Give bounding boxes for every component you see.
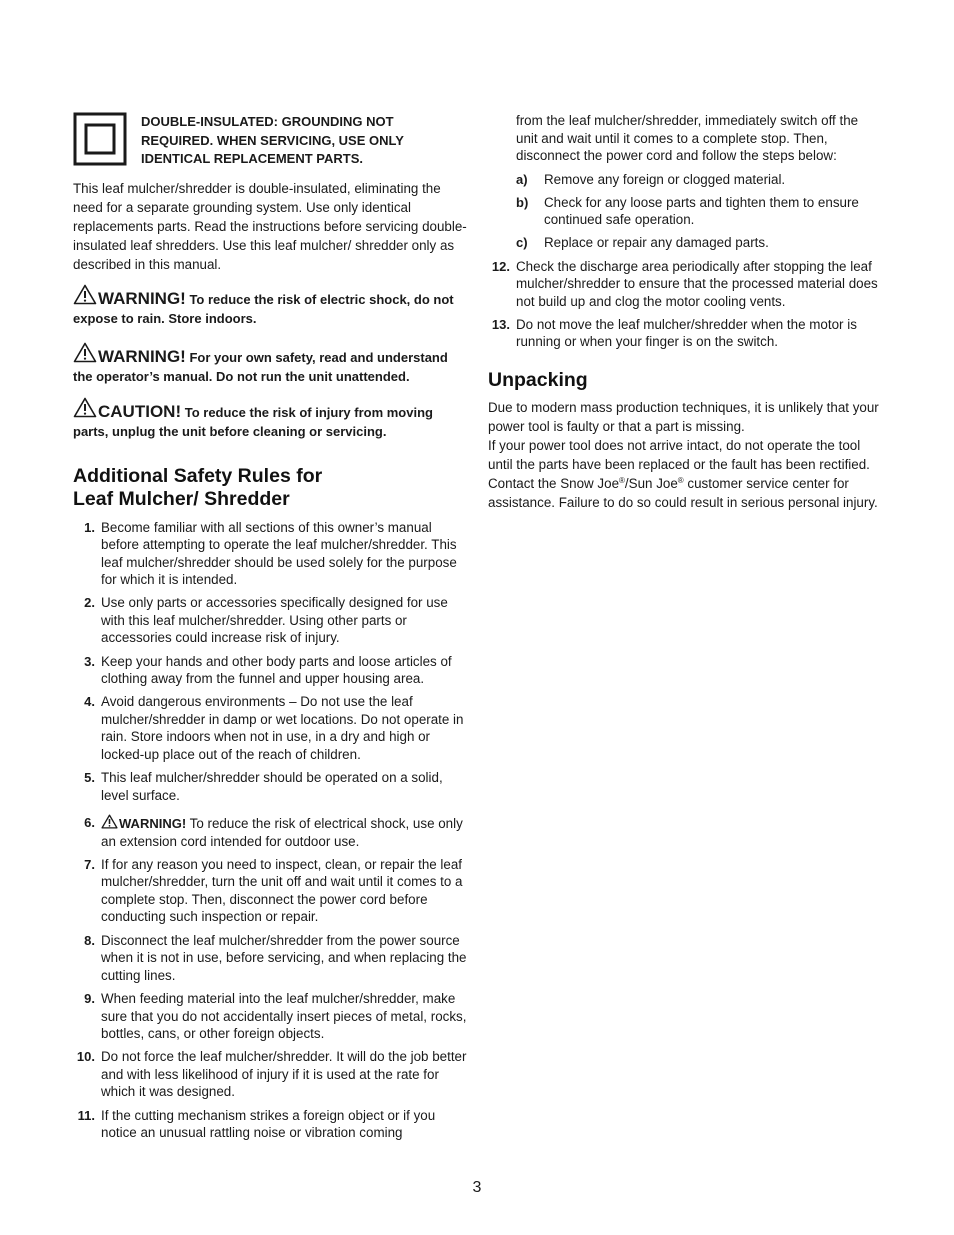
item-number: 9. <box>84 991 95 1007</box>
sub-item <box>516 171 883 189</box>
sub-item-letter: a) <box>516 171 528 187</box>
safety-rules-heading-line1: Additional Safety Rules for <box>73 464 323 487</box>
item-number: 5. <box>84 770 95 786</box>
warning-text: For your own safety, read and understand the operator’s manual. Do not run the unit unattended. <box>73 349 448 384</box>
left-column <box>73 112 469 1147</box>
list-item <box>73 990 469 1043</box>
warning-triangle-icon <box>73 397 97 418</box>
list-item <box>73 932 469 985</box>
item-number: 10. <box>76 1049 95 1065</box>
item-number: 7. <box>84 856 95 872</box>
item-text: Use only parts or accessories specifically designed for use with this leaf mulcher/shredder. Using other parts or accessories could increase risk of injury. <box>101 595 448 646</box>
sub-item-text: Check for any loose parts and tighten them to ensure continued safe operation. <box>544 194 859 227</box>
registered-mark: ® <box>677 475 684 485</box>
warning-text: To reduce the risk of electric shock, do not expose to rain. Store indoors. <box>73 291 454 326</box>
unpacking-paragraph-2-mid: /Sun Joe <box>624 475 678 491</box>
item-number: 12. <box>491 258 510 274</box>
item-number: 11. <box>77 1107 95 1123</box>
warning-label: WARNING! <box>119 816 187 832</box>
warning-triangle-icon <box>73 342 97 363</box>
warning-label: WARNING! <box>98 288 186 308</box>
warning-notice-1 <box>73 284 469 328</box>
list-item <box>73 769 469 804</box>
item-text <box>101 814 469 850</box>
list-item <box>73 693 469 763</box>
unpacking-heading: Unpacking <box>488 368 588 391</box>
warning-triangle-icon <box>101 814 118 829</box>
unpacking-text <box>488 398 883 512</box>
warning-triangle-icon <box>73 284 97 305</box>
page-number: 3 <box>472 1179 482 1196</box>
item-text: Do not force the leaf mulcher/shredder. It will do the job better and with less likelihood of injury if it is used at the rate for which it was designed. <box>101 1049 467 1100</box>
caution-label: CAUTION! <box>98 401 182 421</box>
sub-item <box>516 234 883 252</box>
item-11-continued: from the leaf mulcher/shredder, immediately switch off the unit and wait until it comes to a complete stop. Then, disconnect the power cord and follow the steps below: <box>516 113 859 163</box>
list-item <box>488 316 883 351</box>
item-text: Avoid dangerous environments – Do not use the leaf mulcher/shredder in damp or wet locations. Do not operate in rain. Store indoors when not in use, in a dry and high or locked-up place out of the reach of children. <box>101 694 464 762</box>
item-number: 2. <box>84 595 95 611</box>
item-text: Check the discharge area periodically after stopping the leaf mulcher/shredder to ensure that the processed material does not build up and clog the motor cooling vents. <box>516 258 878 309</box>
item-number: 3. <box>84 653 95 669</box>
double-insulation-icon <box>73 112 127 166</box>
right-column <box>488 112 883 512</box>
double-insulated-body: This leaf mulcher/shredder is double-insulated, eliminating the need for a separate grounding system. Use only identical replacements parts. Read the instructions before servicing double-insulated leaf shredders. Use this leaf mulcher/ shredder only as described in this manual. <box>73 180 467 272</box>
item-text: Keep your hands and other body parts and loose articles of clothing away from the funnel and upper housing area. <box>101 653 452 687</box>
double-insulated-notice <box>73 112 469 169</box>
sub-item-letter: b) <box>516 194 529 210</box>
list-item <box>73 653 469 688</box>
item-text: Do not move the leaf mulcher/shredder when the motor is running or when your finger is on the switch. <box>516 316 857 350</box>
sub-item-text: Replace or repair any damaged parts. <box>544 235 769 250</box>
item-text: If for any reason you need to inspect, clean, or repair the leaf mulcher/shredder, turn the unit off and wait until it comes to a complete stop. Then, disconnect the power cord before conducting such inspection or repair. <box>101 856 463 925</box>
item-text: When feeding material into the leaf mulcher/shredder, make sure that you do not accidentally insert pieces of metal, rocks, bottles, cans, or other foreign objects. <box>101 991 467 1042</box>
item-text: Become familiar with all sections of this owner’s manual before attempting to operate the leaf mulcher/shredder. This leaf mulcher/shredder should be used solely for the purpose for which it is intended. <box>101 519 457 587</box>
safety-rules-list <box>73 519 469 1142</box>
sub-item-text: Remove any foreign or clogged material. <box>544 171 786 187</box>
caution-notice <box>73 397 469 441</box>
warning-label: WARNING! <box>98 346 186 366</box>
safety-rules-list-continued <box>488 258 883 351</box>
sub-item <box>516 194 883 229</box>
unpacking-paragraph-2-end: customer service center for assistance. Failure to do so could result in serious personal injury. <box>488 475 878 510</box>
warning-text: To reduce the risk of electrical shock, use only an extension cord intended for outdoor use. <box>101 816 463 849</box>
item-number: 1. <box>84 519 95 535</box>
double-insulated-heading: DOUBLE-INSULATED: GROUNDING NOT REQUIRED. WHEN SERVICING, USE ONLY IDENTICAL REPLACEMENT PARTS. <box>141 114 404 166</box>
caution-text: To reduce the risk of injury from moving parts, unplug the unit before cleaning or servicing. <box>73 404 433 439</box>
safety-rules-heading <box>73 465 469 511</box>
item-text: If the cutting mechanism strikes a foreign object or if you notice an unusual rattling noise or vibration coming <box>101 1107 436 1141</box>
list-item <box>73 519 469 589</box>
item-text: This leaf mulcher/shredder should be operated on a solid, level surface. <box>101 770 443 803</box>
item-number: 6. <box>84 815 95 831</box>
item-number: 8. <box>84 932 95 948</box>
list-item <box>73 856 469 926</box>
list-item <box>73 594 469 647</box>
unpacking-paragraph-2-start: If your power tool does not arrive intact, do not operate the tool until the parts have been replaced or the fault has been rectified. Contact the Snow Joe <box>488 437 870 491</box>
warning-notice-2 <box>73 342 469 386</box>
item-number: 4. <box>84 694 95 710</box>
item-number: 13. <box>491 316 510 332</box>
sub-item-letter: c) <box>516 235 528 250</box>
list-item <box>73 1107 469 1142</box>
item-text: Disconnect the leaf mulcher/shredder from the power source when it is not in use, before servicing, and when replacing the cutting lines. <box>101 932 467 983</box>
safety-rules-heading-line2: Leaf Mulcher/ Shredder <box>73 487 290 510</box>
unpacking-paragraph-1: Due to modern mass production techniques, it is unlikely that your power tool is faulty or that a part is missing. <box>488 399 879 434</box>
registered-mark: ® <box>619 475 625 485</box>
list-item <box>488 258 883 311</box>
list-item <box>73 814 469 850</box>
list-item <box>73 1048 469 1101</box>
